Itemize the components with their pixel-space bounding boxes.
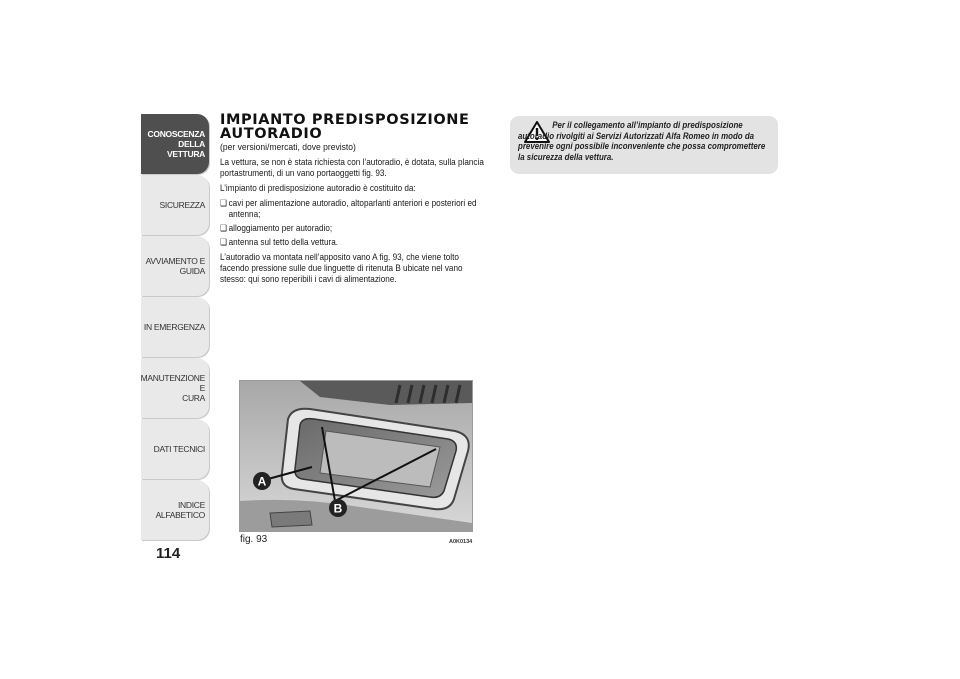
callout-b-label: B [333, 501, 343, 516]
tab-label: IN EMERGENZA [143, 322, 205, 332]
tab-label: MANUTENZIONE E CURA [140, 373, 205, 403]
component-list [220, 198, 488, 248]
tab-label: INDICE ALFABETICO [155, 500, 205, 520]
radio-compartment-illustration [240, 381, 472, 531]
list-item: ❏ alloggiamento per autoradio; [220, 223, 496, 234]
tab-label: AVVIAMENTO E GUIDA [145, 256, 205, 276]
warning-text: Per il collegamento all’impianto di predisposizione autoradio rivolgiti ai Servizi Autorizzati Alfa Romeo in modo da prevenire ogni possibile inconveniente che possa compromettere la sicurezza della vettura. [518, 120, 766, 162]
tab-sicurezza[interactable] [141, 175, 209, 235]
tab-indice-alfabetico[interactable] [141, 480, 209, 540]
tab-in-emergenza[interactable] [141, 297, 209, 357]
tab-conoscenza-della-vettura[interactable] [141, 114, 209, 174]
chapter-tabs [141, 114, 209, 541]
list-item: ❏ cavi per alimentazione autoradio, altoparlanti anteriori e posteriori ed antenna; [220, 198, 496, 220]
tab-label: SICUREZZA [159, 200, 205, 210]
tab-label: CONOSCENZA DELLA VETTURA [147, 129, 205, 159]
figure-93-image [239, 380, 473, 532]
callout-a-label: A [257, 474, 267, 489]
page-number: 114 [156, 545, 181, 562]
tab-avviamento-e-guida[interactable] [141, 236, 209, 296]
figure-code: A0K0134 [449, 539, 473, 545]
section-subtitle: (per versioni/mercati, dove previsto) [220, 142, 356, 153]
tab-dati-tecnici[interactable] [141, 419, 209, 479]
list-item: ❏ antenna sul tetto della vettura. [220, 237, 496, 248]
tab-label: DATI TECNICI [153, 444, 205, 454]
section-title: IMPIANTO PREDISPOSIZIONE AUTORADIO [220, 112, 470, 142]
figure-caption: fig. 93 [240, 534, 268, 545]
paragraph-installation: L’autoradio va montata nell’apposito vano A fig. 93, che viene tolto facendo pressione sulle due linguette di ritenuta B ubicate nel vano stesso: qui sono reperibili i cavi di alimentazione. [220, 252, 463, 285]
warning-box [510, 116, 778, 174]
paragraph-components: L’impianto di predisposizione autoradio è costituito da: [220, 183, 416, 194]
main-content [220, 113, 488, 289]
tab-manutenzione-e-cura[interactable] [141, 358, 209, 418]
paragraph-intro: La vettura, se non è stata richiesta con l’autoradio, è dotata, sulla plancia portastrumenti, di un vano portaoggetti fig. 93. [220, 157, 484, 179]
